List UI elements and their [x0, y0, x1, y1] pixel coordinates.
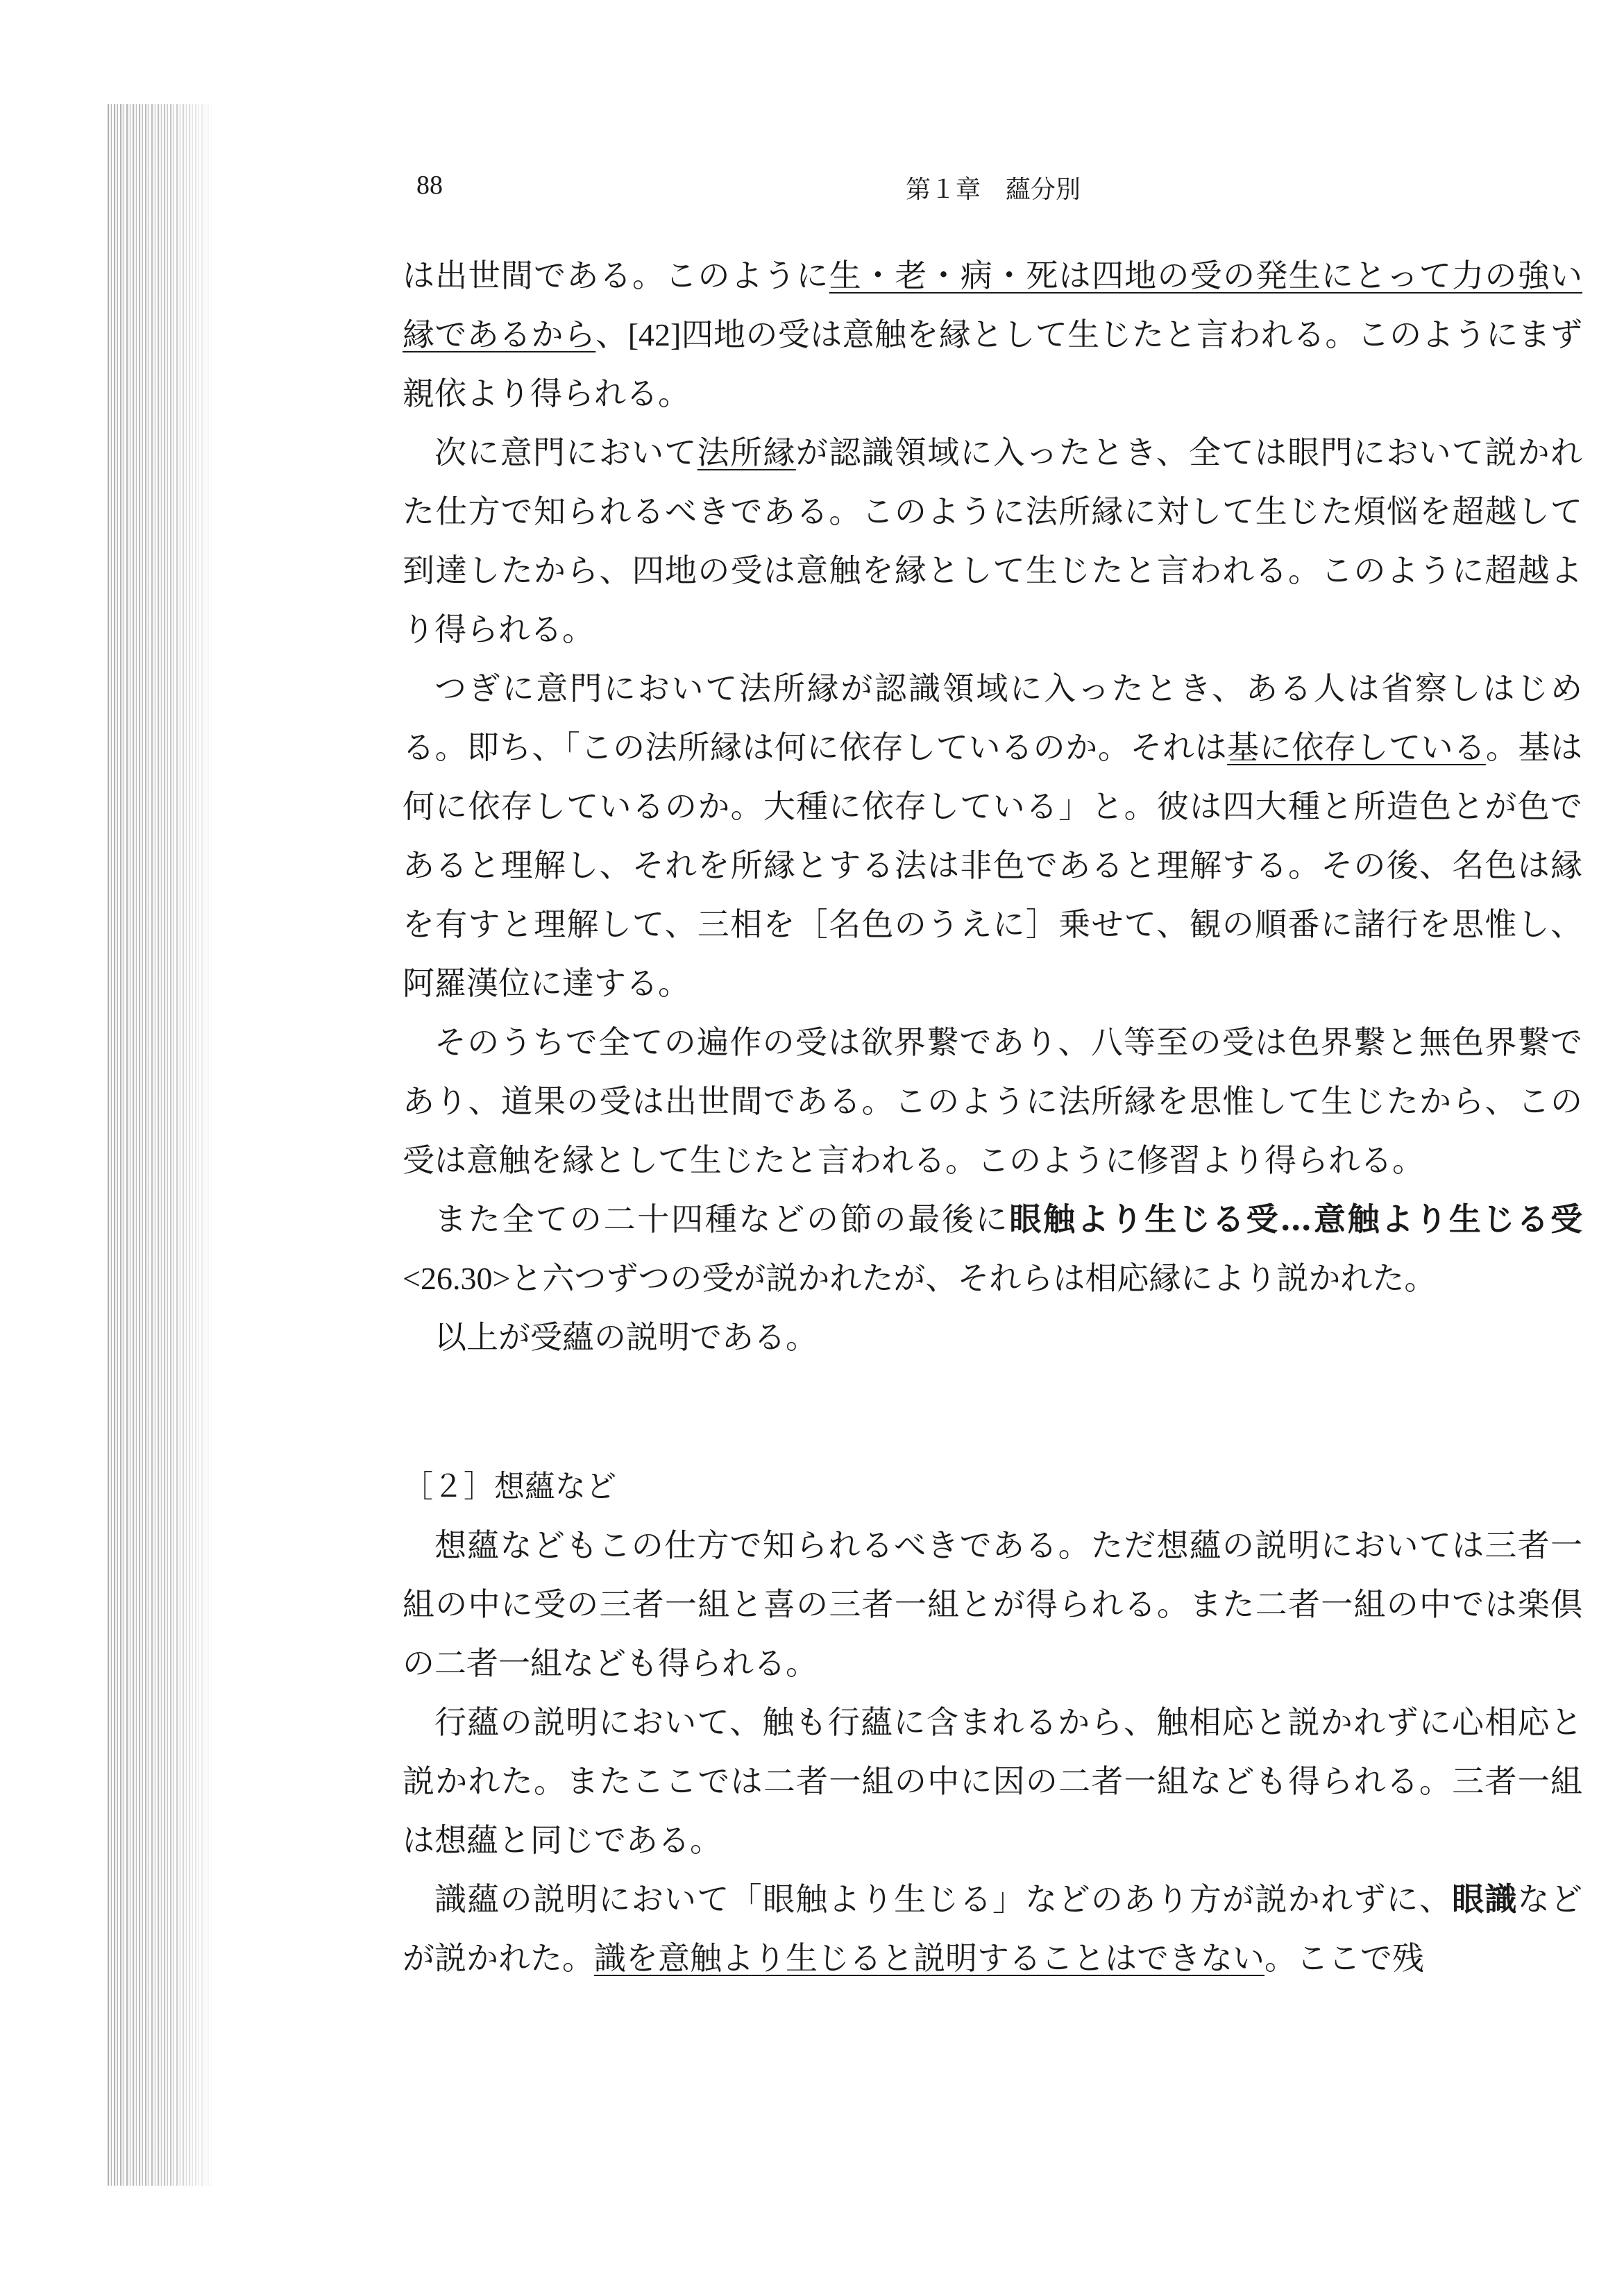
page-number: 88: [416, 171, 443, 200]
paragraph-3: [403, 659, 1582, 1013]
section-heading: ［２］想蘊など: [403, 1469, 616, 1504]
page-reference: [42]: [627, 317, 682, 352]
underlined-text: 基に依存している: [1227, 729, 1486, 766]
underlined-text: 生・老・病・死は四地の受の発生にとって力の強い縁であるから: [403, 257, 1582, 353]
bold-text: 眼識: [1452, 1880, 1518, 1918]
text-run: などが説かれた。: [403, 1880, 1583, 1977]
binding-shadow: [108, 104, 212, 2186]
text-run: 識蘊の説明において「眼触より生じる」などのあり方が説かれずに、: [434, 1880, 1453, 1918]
text-run: と六つずつの受が説かれたが、それらは相応縁により説かれた。: [510, 1259, 1437, 1297]
paragraph-2: [403, 423, 1582, 659]
paragraph-9: [403, 1870, 1582, 1988]
paragraph-6: 以上が受蘊の説明である。: [434, 1318, 818, 1356]
paragraph-4: そのうちで全ての遍作の受は欲界繋であり、八等至の受は色界繋と無色界繋であり、道果の受は出世間である。このように法所縁を思惟して生じたから、この受は意触を縁として生じたと言われる。このように修習より得られる。: [403, 1023, 1582, 1179]
bold-text: 眼触より生じる受…意触より生じる受: [1009, 1200, 1583, 1238]
verse-reference: <26.30>: [403, 1261, 511, 1296]
paragraph-8: 行蘊の説明において、触も行蘊に含まれるから、触相応と説かれずに心相応と説かれた。またここでは二者一組の中に因の二者一組なども得られる。三者一組は想蘊と同じである。: [403, 1703, 1582, 1859]
text-run: は出世間である。このように: [403, 257, 829, 294]
page-body: [403, 246, 1582, 1988]
text-run: 四地の受は意触を縁として生じたと言われる。このようにまず親依より得られる。: [403, 316, 1583, 412]
underlined-text: 識を意触より生じると説明することはできない: [594, 1939, 1264, 1977]
page-header: [416, 170, 1624, 212]
text-run: また全ての二十四種などの節の最後に: [434, 1200, 1010, 1238]
text-run: が認識領域に入ったとき、全ては眼門において説かれた仕方で知られるべきである。このように法所縁に対して生じた煩悩を超越して到達したから、四地の受は意触を縁として生じたと言われる。このように超越より得られる。: [403, 434, 1583, 648]
text-run: 、: [595, 316, 628, 353]
running-head: 第１章 蘊分別: [906, 176, 1081, 204]
paragraph-1: [403, 246, 1582, 423]
text-run: 。基は何に依存しているのか。大種に依存している」と。彼は四大種と所造色とが色であると理解し、それを所縁とする法は非色であると理解する。その後、名色は縁を有すと理解して、三相を［名色のうえに］乗せて、観の順番に諸行を思惟し、阿羅漢位に達する。: [403, 729, 1583, 1002]
text-run: つぎに意門において法所縁が認識領域に入ったとき、ある人は省察しはじめる。即ち、「この法所縁は何に依存しているのか。それは: [403, 670, 1582, 766]
text-run: 次に意門において: [434, 434, 697, 471]
text-run: 。ここで残: [1264, 1939, 1424, 1977]
paragraph-7: 想蘊などもこの仕方で知られるべきである。ただ想蘊の説明においては三者一組の中に受の三者一組と喜の三者一組とが得られる。また二者一組の中では楽倶の二者一組なども得られる。: [403, 1527, 1582, 1682]
paragraph-5: [403, 1190, 1582, 1308]
underlined-text: 法所縁: [697, 434, 796, 471]
